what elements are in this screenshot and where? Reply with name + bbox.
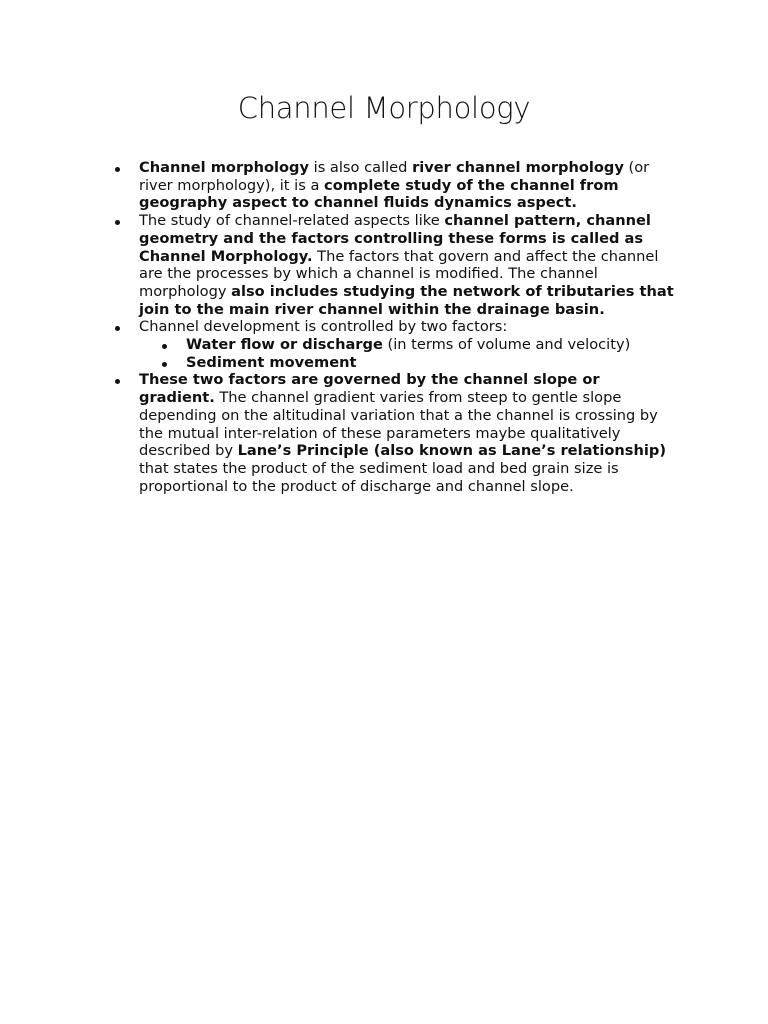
document-body bbox=[0, 159, 768, 495]
body-text: (or river morphology), it is a bbox=[139, 159, 650, 194]
body-text: Channel development is controlled by two factors: bbox=[139, 318, 508, 336]
body-text: is also called bbox=[309, 159, 413, 176]
bold-text: Lane’s Principle (also known as Lane’s relationship) bbox=[237, 442, 667, 460]
bold-text: Channel morphology bbox=[139, 159, 309, 176]
sub-bullet-list bbox=[139, 336, 676, 371]
list-item bbox=[0, 212, 768, 318]
list-item bbox=[0, 371, 768, 495]
bold-text: channel pattern, channel geometry and the factors controlling these forms is called as Channel Morphology. bbox=[139, 212, 651, 265]
bullet-dot-icon bbox=[115, 220, 120, 225]
body-text: that states the product of the sediment load and bed grain size is proportional to the product of discharge and channel slope. bbox=[139, 459, 619, 495]
list-item bbox=[0, 159, 768, 212]
page-title: Channel Morphology bbox=[237, 91, 531, 125]
body-text: The study of channel-related aspects like bbox=[139, 212, 445, 230]
bullet-dot-icon bbox=[115, 326, 120, 331]
bold-text: Water flow or discharge bbox=[186, 336, 383, 354]
bold-text: also includes studying the network of tributaries that join to the main river channel within the drainage basin. bbox=[139, 282, 674, 318]
bold-text: These two factors are governed by the channel slope or gradient. bbox=[139, 371, 600, 407]
sub-list-item bbox=[186, 336, 676, 354]
bold-text: Sediment movement bbox=[186, 353, 357, 371]
body-text: The channel gradient varies from steep to gentle slope depending on the altitudinal variation that a the channel is crossing by the mutual inter-relation of these parameters maybe qualitatively described by bbox=[139, 389, 658, 460]
bullet-dot-icon bbox=[115, 167, 120, 172]
list-item bbox=[0, 318, 768, 371]
bullet-dot-icon bbox=[162, 344, 167, 349]
body-text: The factors that govern and affect the channel are the processes by which a channel is modified. The channel morphology bbox=[139, 247, 659, 300]
bold-text: complete study of the channel from geography aspect to channel fluids dynamics aspect. bbox=[139, 176, 619, 212]
bullet-dot-icon bbox=[162, 362, 167, 367]
bold-text: river channel morphology bbox=[412, 159, 624, 176]
bullet-list bbox=[0, 159, 768, 495]
bullet-dot-icon bbox=[115, 379, 120, 384]
sub-list-item bbox=[186, 354, 676, 372]
body-text: (in terms of volume and velocity) bbox=[382, 336, 631, 354]
